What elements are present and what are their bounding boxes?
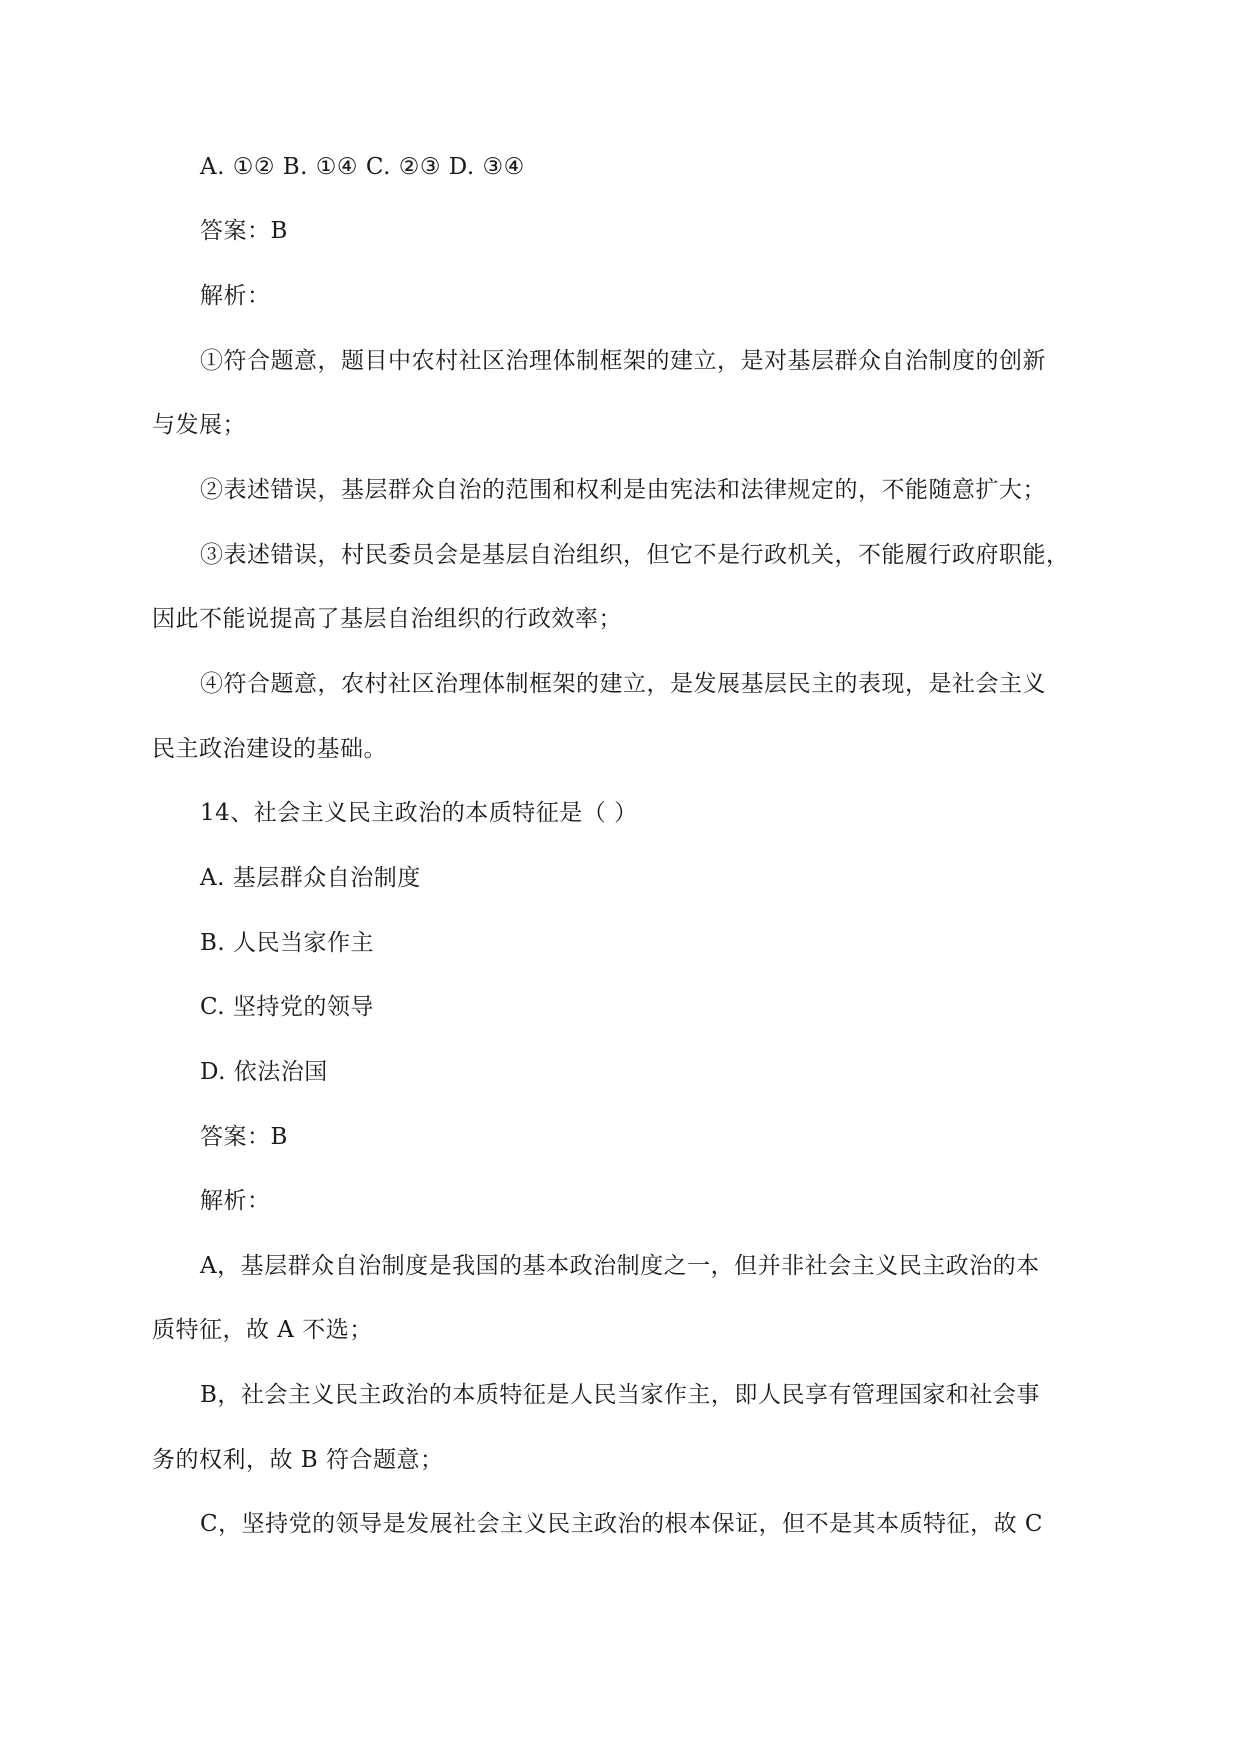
q14-analysis-c-line1: C，坚持党的领导是发展社会主义民主政治的根本保证，但不是其本质特征，故 C (200, 1511, 1044, 1537)
q13-analysis-item3-line1: ③表述错误，村民委员会是基层自治组织，但它不是行政机关，不能履行政府职能， (200, 542, 1070, 568)
q14-option-b: B. 人民当家作主 (200, 930, 375, 956)
q13-analysis-item3-line2: 因此不能说提高了基层自治组织的行政效率； (152, 606, 622, 632)
q13-options: A. ①② B. ①④ C. ②③ D. ③④ (200, 154, 525, 180)
q14-analysis-a-line1: A，基层群众自治制度是我国的基本政治制度之一，但并非社会主义民主政治的本 (200, 1253, 1040, 1279)
q13-analysis-item1-line1: ①符合题意，题目中农村社区治理体制框架的建立，是对基层群众自治制度的创新 (200, 348, 1046, 374)
q14-analysis-b-line2: 务的权利，故 B 符合题意； (152, 1447, 444, 1473)
q14-option-d: D. 依法治国 (200, 1059, 328, 1085)
q14-analysis-label: 解析： (200, 1188, 271, 1214)
q13-analysis-item2-line1: ②表述错误，基层群众自治的范围和权利是由宪法和法律规定的，不能随意扩大； (200, 477, 1046, 503)
q14-option-a: A. 基层群众自治制度 (200, 865, 421, 891)
q14-question: 14、社会主义民主政治的本质特征是（ ） (200, 800, 638, 826)
q13-analysis-item4-line2: 民主政治建设的基础。 (152, 736, 387, 762)
q14-answer: 答案：B (200, 1124, 288, 1150)
q13-analysis-item4-line1: ④符合题意，农村社区治理体制框架的建立，是发展基层民主的表现，是社会主义 (200, 671, 1046, 697)
q14-analysis-a-line2: 质特征，故 A 不选； (152, 1317, 373, 1343)
q13-answer: 答案：B (200, 218, 288, 244)
q14-option-c: C. 坚持党的领导 (200, 994, 374, 1020)
q13-analysis-item1-line2: 与发展； (152, 412, 246, 438)
q14-analysis-b-line1: B，社会主义民主政治的本质特征是人民当家作主，即人民享有管理国家和社会事 (200, 1382, 1040, 1408)
q13-analysis-label: 解析： (200, 283, 271, 309)
